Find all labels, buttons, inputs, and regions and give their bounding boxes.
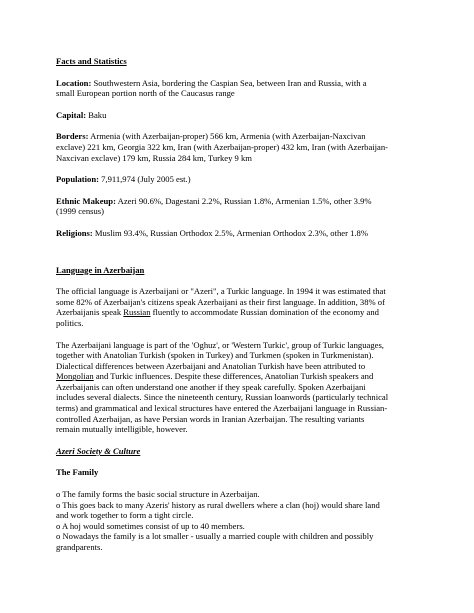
religions-entry: [56, 228, 428, 239]
religions-value: Muslim 93.4%, Russian Orthodox 2.5%, Armenian Orthodox 2.3%, other 1.8%: [92, 227, 368, 238]
ethnic-entry: [56, 196, 428, 217]
lang-p2-line-6: includes several dialects. Since the nineteenth century, Russian loanwords (particularly technical: [56, 392, 389, 403]
borders-text-2: exclave) 221 km, Georgia 322 km, Iran (with Azerbaijan-proper) 432 km, Iran (with Azerbaijan-: [56, 141, 389, 152]
list-item: and work together to form a tight circle.: [56, 510, 194, 521]
location-label: Location:: [56, 77, 92, 88]
mongolian-link[interactable]: Mongolian: [56, 371, 94, 382]
lang-p1-line-3b: fluently to accommodate Russian domination of the economy and: [150, 307, 379, 318]
population-label: Population:: [56, 174, 99, 185]
lang-p1-line-3a: Azerbaijanis speak: [56, 307, 124, 318]
capital-entry: [56, 110, 428, 121]
family-heading: The Family: [56, 467, 99, 478]
list-item: grandparents.: [56, 542, 103, 552]
location-text-1: Southwestern Asia, bordering the Caspian Sea, between Iran and Russia, with a: [91, 77, 367, 88]
society-heading: Azeri Society & Culture: [56, 445, 141, 456]
lang-p2-line-4: and Turkic influences. Despite these differences, Anatolian Turkish speakers and: [93, 371, 374, 382]
lang-p2-line-3: Dialectical differences between Azerbaijani and Anatolian Turkish have been attributed to: [56, 360, 366, 371]
language-paragraph-1: [56, 286, 428, 328]
ethnic-text-2: (1999 census): [56, 206, 104, 217]
population-entry: [56, 174, 428, 185]
list-item: o The family forms the basic social structure in Azerbaijan.: [56, 489, 260, 500]
lang-p2-line-9: remain mutually intelligible, however.: [56, 424, 188, 435]
lang-p1-line-2: some 82% of Azerbaijan's citizens speak Azerbaijani as their first language. In addition, 38% of: [56, 296, 385, 307]
lang-p2-line-1: The Azerbaijani language is part of the 'Oghuz', or 'Western Turkic', group of Turkic languages,: [56, 339, 384, 350]
language-paragraph-2: [56, 340, 428, 435]
borders-label: Borders:: [56, 131, 89, 142]
capital-label: Capital:: [56, 109, 87, 120]
capital-value: Baku: [86, 109, 107, 120]
lang-p1-line-4: politics.: [56, 317, 84, 328]
ethnic-text-1: Azeri 90.6%, Dagestani 2.2%, Russian 1.8%, Armenian 1.5%, other 3.9%: [115, 195, 372, 206]
list-item: o A hoj would sometimes consist of up to 40 members.: [56, 520, 245, 531]
religions-label: Religions:: [56, 227, 93, 238]
population-value: 7,911,974 (July 2005 est.): [98, 174, 191, 185]
language-heading: Language in Azerbaijan: [56, 264, 145, 275]
list-item: o This goes back to many Azeris' history as rural dwellers where a clan (hoj) would share land: [56, 499, 380, 510]
borders-text-3: Naxcivan exclave) 179 km, Russia 284 km, Turkey 9 km: [56, 152, 252, 163]
family-bullets: [56, 489, 428, 553]
lang-p2-line-7: terms) and grammatical and lexical structures have entered the Azerbaijani language in Russian-: [56, 403, 388, 414]
russian-link[interactable]: Russian: [123, 307, 151, 318]
lang-p2-line-2: together with Anatolian Turkish (spoken in Turkey) and Turkmen (spoken in Turkmenistan).: [56, 350, 374, 361]
facts-heading: Facts and Statistics: [56, 56, 127, 66]
lang-p2-line-5: Azerbaijanis can often understand one another if they speak carefully. Spoken Azerbaijani: [56, 381, 366, 392]
lang-p2-line-8: controlled Azerbaijan, as have Persian words in Iranian Azerbaijan. The resulting variants: [56, 413, 365, 424]
lang-p1-line-1: The official language is Azerbaijani or "Azeri", a Turkic language. In 1994 it was estimated that: [56, 286, 386, 297]
borders-text-1: Armenia (with Azerbaijan-proper) 566 km, Armenia (with Azerbaijan-Naxcivan: [88, 131, 366, 142]
list-item: o Nowadays the family is a lot smaller - usually a married couple with children and possibly: [56, 531, 374, 542]
ethnic-label: Ethnic Makeup:: [56, 195, 116, 206]
document-page: [56, 56, 428, 553]
borders-entry: [56, 131, 428, 163]
location-text-2: small European portion north of the Caucasus range: [56, 88, 235, 99]
location-entry: [56, 78, 428, 99]
